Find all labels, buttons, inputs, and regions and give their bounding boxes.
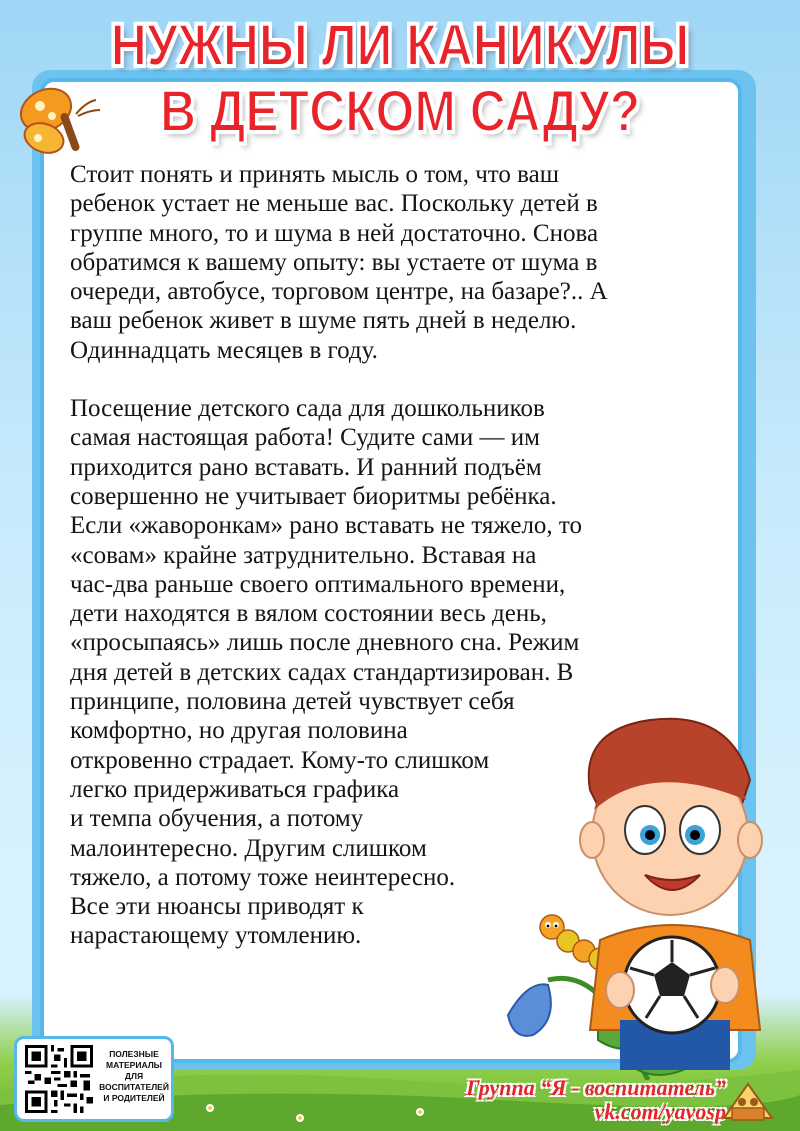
text-line: комфортно, но другая половина <box>70 717 408 745</box>
text-line: очереди, автобусе, торговом центре, на базаре?.. А <box>70 278 608 306</box>
qr-code-icon[interactable] <box>25 1045 93 1113</box>
text-line: откровенно страдает. Кому-то слишком <box>70 746 490 774</box>
footer-credits <box>466 1076 726 1124</box>
text-line: Все эти нюансы приводят к <box>70 893 364 921</box>
qr-caption-line: МАТЕРИАЛЫ <box>106 1060 162 1070</box>
text-line: Посещение детского сада для дошкольников <box>70 395 545 423</box>
qr-caption-line: И РОДИТЕЛЕЙ <box>103 1093 165 1103</box>
text-line: Стоит понять и принять мысль о том, что ваш <box>70 161 559 188</box>
text-line: нарастающему утомлению. <box>70 922 362 950</box>
text-line: «просыпаясь» лишь после дневного сна. Режим <box>70 629 580 657</box>
qr-caption-line: ВОСПИТАТЕЛЕЙ <box>99 1082 169 1092</box>
qr-caption-line: ПОЛЕЗНЫЕ <box>109 1049 159 1059</box>
page-title-line-1: НУЖНЫ ЛИ КАНИКУЛЫ <box>110 13 690 78</box>
text-line: ребенок устает не меньше вас. Поскольку детей в <box>70 190 598 218</box>
qr-code-card <box>14 1036 174 1122</box>
qr-caption-line: ДЛЯ <box>124 1071 144 1081</box>
paragraph-1 <box>70 160 710 365</box>
footer-group-name: Группа “Я - воспитатель” <box>466 1075 726 1100</box>
text-line: дня детей в детских садах стандартизирован. В <box>70 658 574 686</box>
text-line: малоинтересно. Другим слишком <box>70 834 427 862</box>
text-line: дети находятся в вялом состоянии весь день, <box>70 600 547 628</box>
text-line: приходится рано вставать. И ранний подъём <box>70 453 542 481</box>
butterfly-icon <box>16 82 106 162</box>
footer-link[interactable]: vk.com/yavosp <box>594 1099 726 1124</box>
group-logo-icon <box>720 1078 776 1124</box>
page-title-line-2: В ДЕТСКОМ САДУ? <box>159 79 641 144</box>
text-line: принципе, половина детей чувствует себя <box>70 688 515 716</box>
qr-caption <box>97 1049 171 1104</box>
text-line: «совам» крайне затруднительно. Вставая на <box>70 541 537 569</box>
boy-with-ball-icon <box>560 700 790 1070</box>
text-line: легко придерживаться графика <box>70 775 400 803</box>
text-line: и темпа обучения, а потому <box>70 805 364 833</box>
text-line: самая настоящая работа! Судите сами — им <box>70 424 540 452</box>
text-line: ваш ребенок живет в шуме пять дней в неделю. <box>70 307 577 335</box>
text-line: обратимся к вашему опыту: вы устаете от шума в <box>70 248 598 276</box>
text-line: Если «жаворонкам» рано вставать не тяжело, то <box>70 512 583 540</box>
text-line: группе много, то и шума в ней достаточно. Снова <box>70 219 599 247</box>
text-line: совершенно не учитывает биоритмы ребёнка. <box>70 482 557 510</box>
text-line: Одиннадцать месяцев в году. <box>70 336 378 364</box>
text-line: час-два раньше своего оптимального времени, <box>70 570 566 598</box>
text-line: тяжело, а потому тоже неинтересно. <box>70 863 456 891</box>
